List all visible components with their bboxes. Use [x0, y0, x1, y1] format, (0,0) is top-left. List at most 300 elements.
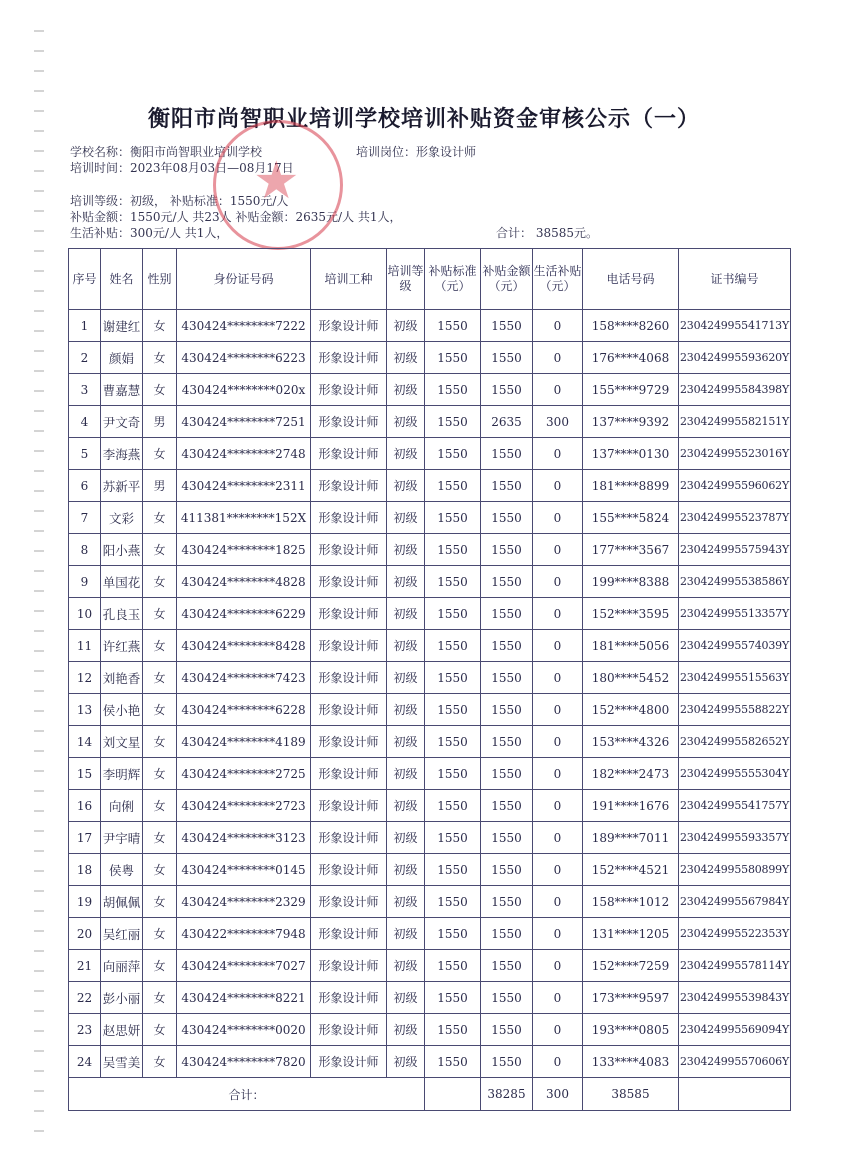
certificate-number: 230424995513357Y — [679, 598, 791, 630]
subsidy-amount: 1550 — [481, 470, 533, 502]
binding-hole — [34, 450, 44, 452]
phone-number: 176****4068 — [583, 342, 679, 374]
gender: 女 — [143, 374, 177, 406]
phone-number: 189****7011 — [583, 822, 679, 854]
subsidy-amount: 1550 — [481, 310, 533, 342]
subsidy-amount: 1550 — [481, 726, 533, 758]
subsidy-standard: 1550 — [425, 566, 481, 598]
trade: 形象设计师 — [311, 726, 387, 758]
id-number: 430424********2329 — [177, 886, 311, 918]
row-number: 7 — [69, 502, 101, 534]
trade: 形象设计师 — [311, 694, 387, 726]
row-number: 18 — [69, 854, 101, 886]
trade: 形象设计师 — [311, 918, 387, 950]
certificate-number: 230424995574039Y — [679, 630, 791, 662]
binding-hole — [34, 370, 44, 372]
phone-number: 199****8388 — [583, 566, 679, 598]
trade: 形象设计师 — [311, 630, 387, 662]
binding-hole — [34, 150, 44, 152]
table-row — [69, 918, 791, 950]
living-subsidy: 0 — [533, 694, 583, 726]
gender: 女 — [143, 630, 177, 662]
table-row — [69, 374, 791, 406]
column-header: 补贴标准（元） — [425, 249, 481, 310]
person-name: 颜娟 — [101, 342, 143, 374]
phone-number: 137****9392 — [583, 406, 679, 438]
gender: 女 — [143, 566, 177, 598]
trade: 形象设计师 — [311, 854, 387, 886]
binding-hole — [34, 930, 44, 932]
seal-star-icon: ★ — [253, 151, 300, 211]
table-row — [69, 598, 791, 630]
phone-number: 177****3567 — [583, 534, 679, 566]
id-number: 430424********7222 — [177, 310, 311, 342]
level: 初级 — [387, 1014, 425, 1046]
id-number: 430424********020x — [177, 374, 311, 406]
binding-hole — [34, 430, 44, 432]
column-header: 姓名 — [101, 249, 143, 310]
certificate-number: 230424995575943Y — [679, 534, 791, 566]
row-number: 21 — [69, 950, 101, 982]
post-label: 培训岗位： — [356, 145, 417, 159]
total-cert-empty — [679, 1078, 791, 1111]
binding-hole — [34, 750, 44, 752]
subsidy-standard: 1550 — [425, 598, 481, 630]
person-name: 许红燕 — [101, 630, 143, 662]
row-number: 1 — [69, 310, 101, 342]
person-name: 吴红丽 — [101, 918, 143, 950]
table-row — [69, 950, 791, 982]
living-subsidy: 300 — [533, 406, 583, 438]
certificate-number: 230424995569094Y — [679, 1014, 791, 1046]
person-name: 刘文星 — [101, 726, 143, 758]
level: 初级 — [387, 758, 425, 790]
certificate-number: 230424995515563Y — [679, 662, 791, 694]
binding-hole — [34, 210, 44, 212]
subsidy-standard: 1550 — [425, 342, 481, 374]
column-header: 序号 — [69, 249, 101, 310]
table-row — [69, 854, 791, 886]
page-title: 衡阳市尚智职业培训学校培训补贴资金审核公示（一） — [147, 106, 700, 132]
table-row — [69, 790, 791, 822]
binding-hole — [34, 950, 44, 952]
certificate-number: 230424995596062Y — [679, 470, 791, 502]
certificate-number: 230424995580899Y — [679, 854, 791, 886]
id-number: 430424********7423 — [177, 662, 311, 694]
certificate-number: 230424995539843Y — [679, 982, 791, 1014]
binding-hole — [34, 590, 44, 592]
subsidy-amount: 2635 — [481, 406, 533, 438]
id-number: 430424********1825 — [177, 534, 311, 566]
trade: 形象设计师 — [311, 534, 387, 566]
binding-hole — [34, 170, 44, 172]
level: 初级 — [387, 662, 425, 694]
subsidy-standard: 1550 — [425, 630, 481, 662]
certificate-number: 230424995567984Y — [679, 886, 791, 918]
phone-number: 155****9729 — [583, 374, 679, 406]
row-number: 14 — [69, 726, 101, 758]
gender: 女 — [143, 534, 177, 566]
total-subsidy-amount: 38285 — [481, 1078, 533, 1111]
subsidy-amount: 1550 — [481, 694, 533, 726]
level: 初级 — [387, 566, 425, 598]
living-subsidy: 0 — [533, 374, 583, 406]
certificate-number: 230424995582652Y — [679, 726, 791, 758]
certificate-number: 230424995558822Y — [679, 694, 791, 726]
living-subsidy-line: 生活补贴：300元/人 共1人， — [70, 226, 229, 240]
trade: 形象设计师 — [311, 502, 387, 534]
living-subsidy: 0 — [533, 470, 583, 502]
living-subsidy: 0 — [533, 982, 583, 1014]
binding-hole — [34, 850, 44, 852]
id-number: 430424********2723 — [177, 790, 311, 822]
row-number: 2 — [69, 342, 101, 374]
binding-hole — [34, 1110, 44, 1112]
phone-number: 173****9597 — [583, 982, 679, 1014]
official-seal — [213, 120, 343, 250]
subsidy-amount: 1550 — [481, 534, 533, 566]
binding-hole — [34, 390, 44, 392]
gender: 女 — [143, 598, 177, 630]
row-number: 10 — [69, 598, 101, 630]
level: 初级 — [387, 374, 425, 406]
subsidy-standard: 1550 — [425, 886, 481, 918]
binding-hole — [34, 350, 44, 352]
level: 初级 — [387, 342, 425, 374]
trade: 形象设计师 — [311, 662, 387, 694]
binding-hole — [34, 470, 44, 472]
living-subsidy: 0 — [533, 950, 583, 982]
phone-number: 180****5452 — [583, 662, 679, 694]
binding-hole — [34, 810, 44, 812]
table-row — [69, 438, 791, 470]
subsidy-amount: 1550 — [481, 982, 533, 1014]
table-row — [69, 406, 791, 438]
binding-hole — [34, 1010, 44, 1012]
person-name: 苏新平 — [101, 470, 143, 502]
binding-hole — [34, 1070, 44, 1072]
certificate-number: 230424995538586Y — [679, 566, 791, 598]
binding-hole — [34, 870, 44, 872]
subsidy-standard: 1550 — [425, 534, 481, 566]
gender: 女 — [143, 886, 177, 918]
certificate-number: 230424995541713Y — [679, 310, 791, 342]
column-header: 性别 — [143, 249, 177, 310]
level: 初级 — [387, 982, 425, 1014]
phone-number: 131****1205 — [583, 918, 679, 950]
binding-hole — [34, 830, 44, 832]
person-name: 曹嘉慧 — [101, 374, 143, 406]
phone-number: 181****8899 — [583, 470, 679, 502]
subsidy-standard: 1550 — [425, 662, 481, 694]
binding-hole — [34, 990, 44, 992]
binding-hole — [34, 530, 44, 532]
table-row — [69, 886, 791, 918]
column-header: 身份证号码 — [177, 249, 311, 310]
gender: 女 — [143, 790, 177, 822]
binding-hole — [34, 550, 44, 552]
subsidy-standard: 1550 — [425, 406, 481, 438]
subsidy-amount: 1550 — [481, 790, 533, 822]
certificate-number: 230424995593357Y — [679, 822, 791, 854]
column-header: 电话号码 — [583, 249, 679, 310]
column-header: 证书编号 — [679, 249, 791, 310]
trade: 形象设计师 — [311, 438, 387, 470]
living-subsidy: 0 — [533, 438, 583, 470]
trade: 形象设计师 — [311, 374, 387, 406]
binding-hole — [34, 30, 44, 32]
gender: 男 — [143, 470, 177, 502]
subsidy-amount: 1550 — [481, 950, 533, 982]
column-header: 培训等级 — [387, 249, 425, 310]
living-subsidy: 0 — [533, 918, 583, 950]
level: 初级 — [387, 886, 425, 918]
person-name: 彭小丽 — [101, 982, 143, 1014]
person-name: 尹文奇 — [101, 406, 143, 438]
binding-hole — [34, 790, 44, 792]
living-subsidy: 0 — [533, 598, 583, 630]
table-row — [69, 470, 791, 502]
subsidy-standard: 1550 — [425, 438, 481, 470]
person-name: 尹宇晴 — [101, 822, 143, 854]
gender: 女 — [143, 438, 177, 470]
subsidy-standard: 1550 — [425, 726, 481, 758]
person-name: 胡佩佩 — [101, 886, 143, 918]
subsidy-standard: 1550 — [425, 694, 481, 726]
row-number: 17 — [69, 822, 101, 854]
row-number: 12 — [69, 662, 101, 694]
gender: 女 — [143, 502, 177, 534]
subsidy-amount: 1550 — [481, 822, 533, 854]
person-name: 赵思妍 — [101, 1014, 143, 1046]
column-header: 生活补贴（元） — [533, 249, 583, 310]
gender: 女 — [143, 822, 177, 854]
level: 初级 — [387, 598, 425, 630]
living-subsidy: 0 — [533, 854, 583, 886]
binding-hole — [34, 310, 44, 312]
trade: 形象设计师 — [311, 1014, 387, 1046]
gender: 女 — [143, 1014, 177, 1046]
binding-hole — [34, 890, 44, 892]
id-number: 411381********152X — [177, 502, 311, 534]
gender: 男 — [143, 406, 177, 438]
trade: 形象设计师 — [311, 1046, 387, 1078]
id-number: 430424********2725 — [177, 758, 311, 790]
subsidy-amount: 1550 — [481, 438, 533, 470]
trade: 形象设计师 — [311, 886, 387, 918]
column-header: 培训工种 — [311, 249, 387, 310]
person-name: 孔良玉 — [101, 598, 143, 630]
binding-hole — [34, 290, 44, 292]
id-number: 430424********6229 — [177, 598, 311, 630]
id-number: 430424********2748 — [177, 438, 311, 470]
subsidy-table — [68, 248, 791, 1111]
living-subsidy: 0 — [533, 758, 583, 790]
phone-number: 158****8260 — [583, 310, 679, 342]
row-number: 11 — [69, 630, 101, 662]
binding-hole — [34, 570, 44, 572]
person-name: 阳小燕 — [101, 534, 143, 566]
person-name: 向丽萍 — [101, 950, 143, 982]
living-subsidy: 0 — [533, 726, 583, 758]
binding-hole — [34, 610, 44, 612]
subsidy-amount: 1550 — [481, 1046, 533, 1078]
level: 初级 — [387, 470, 425, 502]
living-subsidy: 0 — [533, 1046, 583, 1078]
table-header-row — [69, 249, 791, 310]
subsidy-amount: 1550 — [481, 886, 533, 918]
binding-hole — [34, 690, 44, 692]
gender: 女 — [143, 918, 177, 950]
person-name: 向俐 — [101, 790, 143, 822]
level: 初级 — [387, 502, 425, 534]
table-row — [69, 982, 791, 1014]
level: 初级 — [387, 438, 425, 470]
id-number: 430424********7820 — [177, 1046, 311, 1078]
subsidy-standard: 1550 — [425, 950, 481, 982]
id-number: 430424********0145 — [177, 854, 311, 886]
period-value: 2023年08月03日—08月17日 — [130, 161, 294, 175]
certificate-number: 230424995578114Y — [679, 950, 791, 982]
gender: 女 — [143, 342, 177, 374]
binding-hole — [34, 50, 44, 52]
person-name: 谢建红 — [101, 310, 143, 342]
period-label: 培训时间： — [70, 161, 131, 175]
id-number: 430424********0020 — [177, 1014, 311, 1046]
living-subsidy: 0 — [533, 790, 583, 822]
subsidy-standard: 1550 — [425, 918, 481, 950]
training-post-line — [356, 143, 476, 160]
subsidy-standard: 1550 — [425, 790, 481, 822]
row-number: 16 — [69, 790, 101, 822]
level: 初级 — [387, 854, 425, 886]
id-number: 430424********2311 — [177, 470, 311, 502]
certificate-number: 230424995541757Y — [679, 790, 791, 822]
gender: 女 — [143, 950, 177, 982]
subsidy-amount: 1550 — [481, 374, 533, 406]
trade: 形象设计师 — [311, 310, 387, 342]
trade: 形象设计师 — [311, 822, 387, 854]
school-label: 学校名称： — [70, 145, 131, 159]
id-number: 430424********6228 — [177, 694, 311, 726]
row-number: 20 — [69, 918, 101, 950]
id-number: 430424********8428 — [177, 630, 311, 662]
person-name: 吴雪美 — [101, 1046, 143, 1078]
row-number: 15 — [69, 758, 101, 790]
row-number: 3 — [69, 374, 101, 406]
subsidy-standard: 1550 — [425, 822, 481, 854]
table-row — [69, 502, 791, 534]
gender: 女 — [143, 694, 177, 726]
subsidy-amount-line: 补贴金额：1550元/人 共23人 补贴金额：2635元/人 共1人， — [70, 210, 402, 224]
total-standard-empty — [425, 1078, 481, 1111]
trade: 形象设计师 — [311, 790, 387, 822]
trade: 形象设计师 — [311, 950, 387, 982]
table-row — [69, 310, 791, 342]
id-number: 430422********7948 — [177, 918, 311, 950]
level: 初级 — [387, 694, 425, 726]
subsidy-amount: 1550 — [481, 1014, 533, 1046]
person-name: 李海燕 — [101, 438, 143, 470]
id-number: 430424********3123 — [177, 822, 311, 854]
gender: 女 — [143, 982, 177, 1014]
certificate-number: 230424995584398Y — [679, 374, 791, 406]
binding-hole — [34, 650, 44, 652]
row-number: 4 — [69, 406, 101, 438]
subsidy-amount: 1550 — [481, 854, 533, 886]
trade: 形象设计师 — [311, 470, 387, 502]
total-row — [69, 1078, 791, 1111]
person-name: 侯小艳 — [101, 694, 143, 726]
phone-number: 152****7259 — [583, 950, 679, 982]
row-number: 22 — [69, 982, 101, 1014]
binding-hole — [34, 630, 44, 632]
trade: 形象设计师 — [311, 598, 387, 630]
certificate-number: 230424995523787Y — [679, 502, 791, 534]
phone-number: 152****4521 — [583, 854, 679, 886]
level: 初级 — [387, 534, 425, 566]
person-name: 侯粤 — [101, 854, 143, 886]
phone-number: 137****0130 — [583, 438, 679, 470]
certificate-number: 230424995555304Y — [679, 758, 791, 790]
subsidy-amount: 1550 — [481, 342, 533, 374]
living-subsidy: 0 — [533, 630, 583, 662]
table-row — [69, 694, 791, 726]
grand-total-line: 合计： 38585元。 — [496, 226, 598, 240]
person-name: 文彩 — [101, 502, 143, 534]
table-row — [69, 662, 791, 694]
subsidy-standard: 1550 — [425, 502, 481, 534]
subsidy-amount: 1550 — [481, 758, 533, 790]
gender: 女 — [143, 662, 177, 694]
binding-hole — [34, 670, 44, 672]
binding-hole — [34, 1090, 44, 1092]
table-row — [69, 566, 791, 598]
table-row — [69, 630, 791, 662]
certificate-number: 230424995523016Y — [679, 438, 791, 470]
binding-hole — [34, 90, 44, 92]
binding-hole — [34, 1030, 44, 1032]
total-sum: 38585 — [583, 1078, 679, 1111]
id-number: 430424********4828 — [177, 566, 311, 598]
living-subsidy: 0 — [533, 502, 583, 534]
binding-hole — [34, 270, 44, 272]
gender: 女 — [143, 310, 177, 342]
column-header: 补贴金额（元） — [481, 249, 533, 310]
binding-hole — [34, 770, 44, 772]
trade: 形象设计师 — [311, 342, 387, 374]
subsidy-amount: 1550 — [481, 598, 533, 630]
trade: 形象设计师 — [311, 406, 387, 438]
row-number: 13 — [69, 694, 101, 726]
level: 初级 — [387, 822, 425, 854]
trade: 形象设计师 — [311, 982, 387, 1014]
subsidy-standard: 1550 — [425, 1046, 481, 1078]
binding-hole — [34, 230, 44, 232]
subsidy-amount: 1550 — [481, 662, 533, 694]
post-value: 形象设计师 — [416, 145, 477, 159]
phone-number: 153****4326 — [583, 726, 679, 758]
total-living-subsidy: 300 — [533, 1078, 583, 1111]
trade: 形象设计师 — [311, 566, 387, 598]
phone-number: 152****3595 — [583, 598, 679, 630]
gender: 女 — [143, 1046, 177, 1078]
binding-hole — [34, 330, 44, 332]
phone-number: 193****0805 — [583, 1014, 679, 1046]
binding-hole — [34, 510, 44, 512]
living-subsidy: 0 — [533, 310, 583, 342]
id-number: 430424********6223 — [177, 342, 311, 374]
